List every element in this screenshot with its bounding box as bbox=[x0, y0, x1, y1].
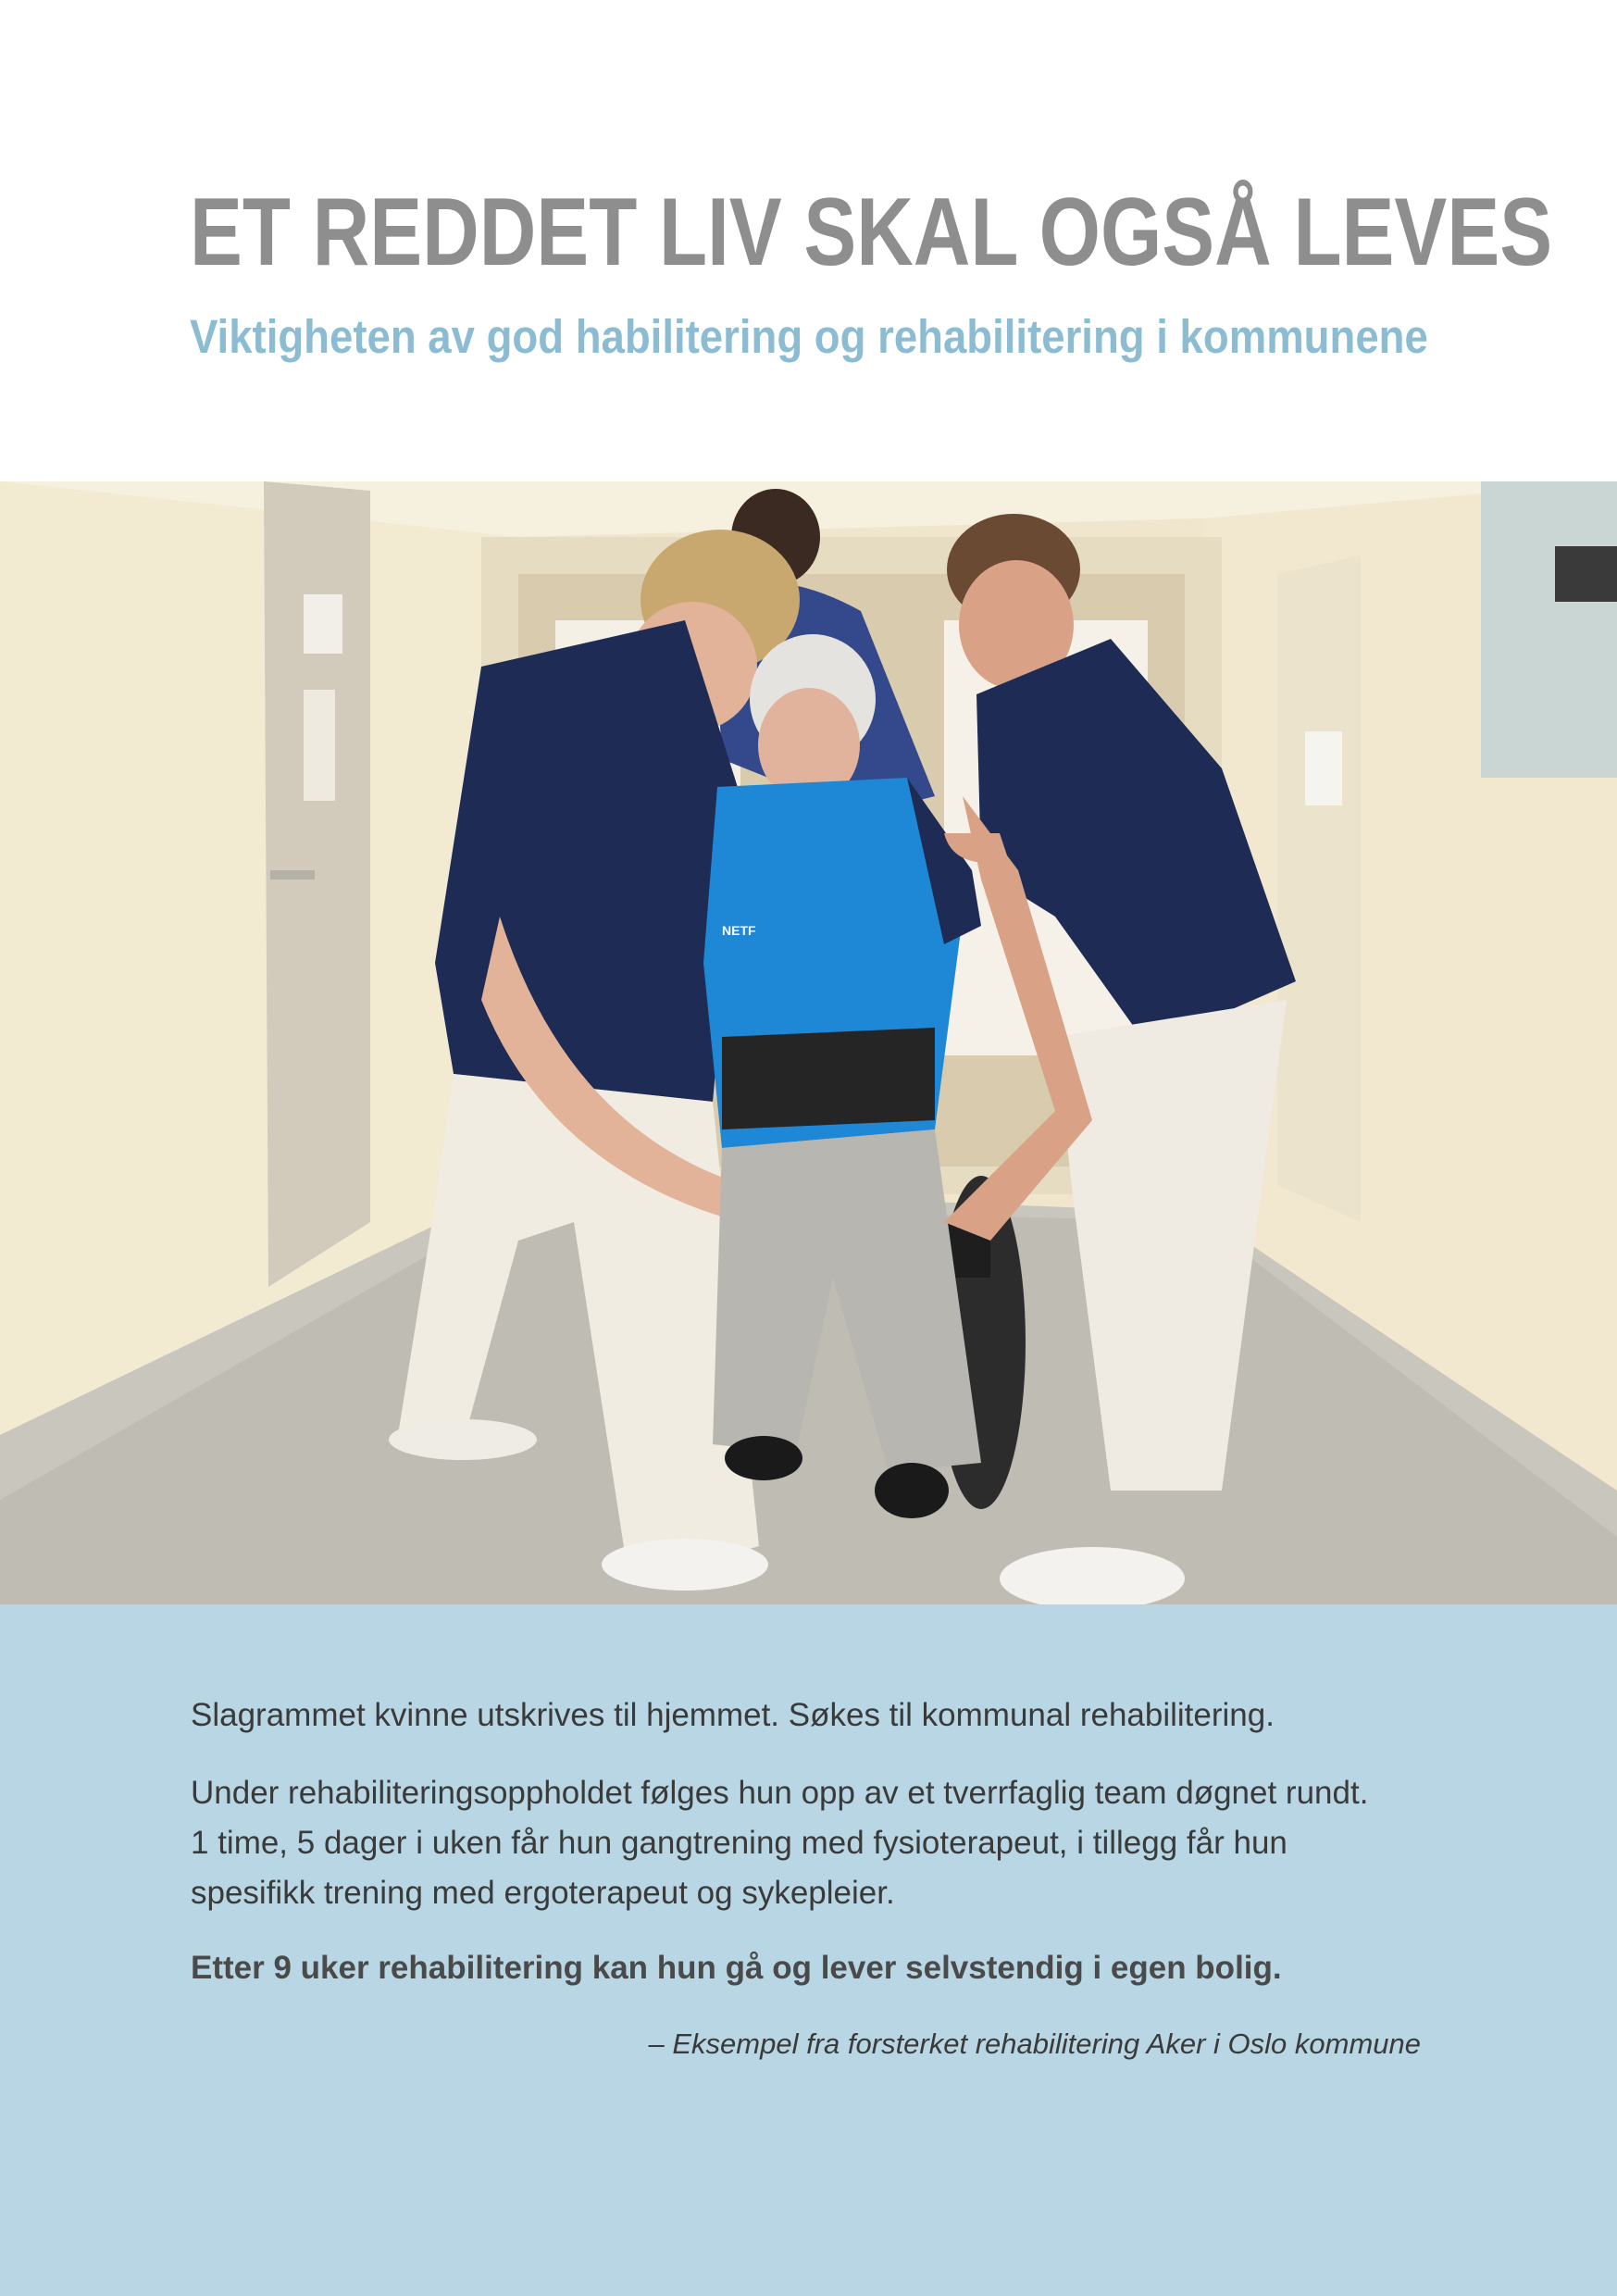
page-header bbox=[0, 0, 1617, 481]
story-intro: Slagrammet kvinne utskrives til hjemmet. Søkes til kommunal rehabilitering. bbox=[191, 1697, 1275, 1733]
story-body-line: 1 time, 5 dager i uken får hun gangtrening med fysioterapeut, i tillegg får hun bbox=[191, 1825, 1287, 1861]
story-body-line: Under rehabiliteringsoppholdet følges hun opp av et tverrfaglig team døgnet rundt. bbox=[191, 1775, 1369, 1811]
rehabilitation-photo bbox=[0, 481, 1617, 1604]
story-body bbox=[191, 1768, 1368, 1918]
story-source: – Eksempel fra forsterket rehabilitering Aker i Oslo kommune bbox=[648, 2028, 1421, 2060]
page-title: ET REDDET LIV SKAL OGSÅ LEVES bbox=[190, 179, 1553, 286]
story-body-line: spesifikk trening med ergoterapeut og sykepleier. bbox=[191, 1875, 895, 1911]
story-outcome: Etter 9 uker rehabilitering kan hun gå og lever selvstendig i egen bolig. bbox=[191, 1950, 1282, 1986]
page-subtitle: Viktigheten av god habilitering og rehabilitering i kommunene bbox=[190, 310, 1428, 363]
shirt-badge-text: NETF bbox=[722, 923, 756, 938]
